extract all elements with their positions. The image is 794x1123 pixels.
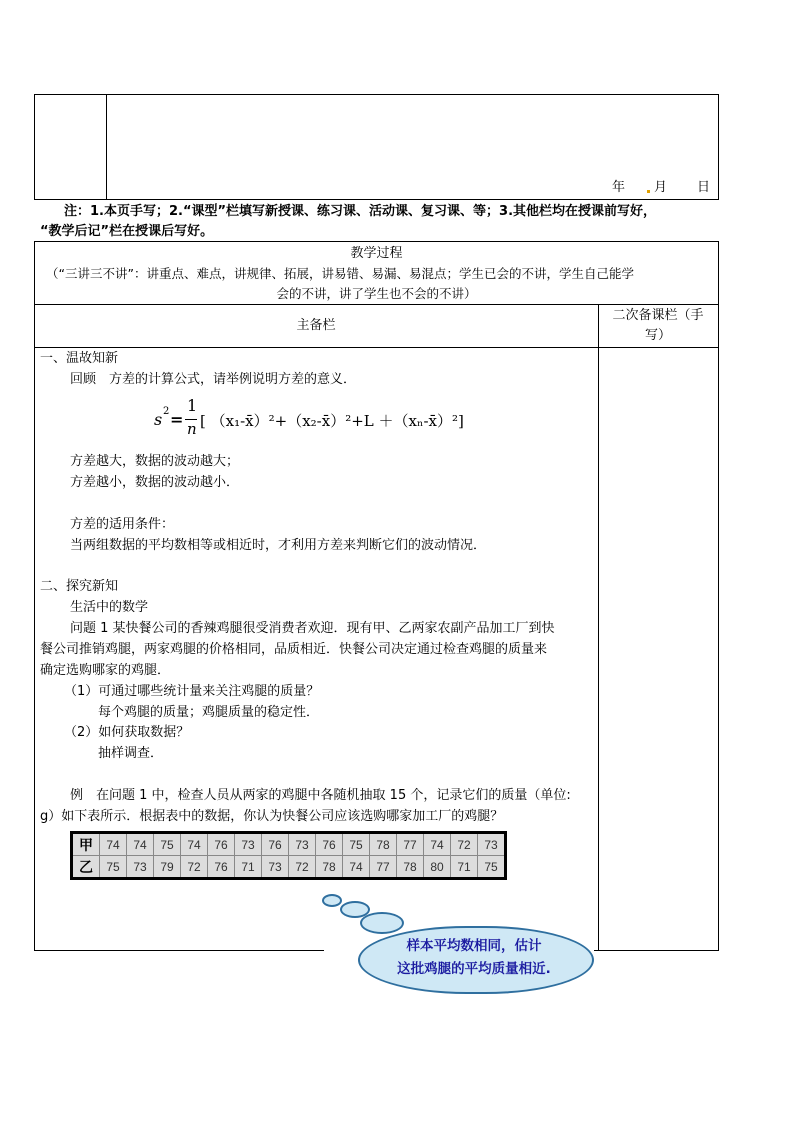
answer-1: 每个鸡腿的质量；鸡腿质量的稳定性． (98, 705, 320, 720)
table-cell: 74 (100, 833, 127, 856)
content-bottom-left (34, 950, 324, 951)
example-line-1: 例 在问题 1 中，检查人员从两家的鸡腿中各随机抽取 15 个，记录它们的质量（单位: (70, 788, 571, 803)
table-cell: 78 (370, 833, 397, 856)
table-cell: 74 (181, 833, 208, 856)
table-cell: 75 (478, 856, 506, 879)
bubble-text-line-2: 这批鸡腿的平均质量相近. (397, 961, 551, 977)
content-bottom-right (594, 950, 719, 951)
main-column-header: 主备栏 (296, 318, 336, 333)
problem-1-line-2: 餐公司推销鸡腿，两家鸡腿的价格相同，品质相近．快餐公司决定通过检查鸡腿的质量来 (40, 642, 548, 657)
review-text: 回顾 方差的计算公式，请举例说明方差的意义． (70, 372, 357, 387)
top-box-divider (106, 94, 107, 200)
date-dot (647, 190, 650, 193)
left-border (34, 305, 35, 951)
table-cell: 72 (451, 833, 478, 856)
table-cell: 73 (262, 856, 289, 879)
table-cell: 73 (289, 833, 316, 856)
section-2-title: 二、探究新知 (40, 579, 119, 594)
formula-s: s (154, 410, 163, 429)
formula-body: [ （x₁-x̄）²+（x₂-x̄）²+L ＋（xₙ-x̄）²] (200, 412, 464, 430)
condition-text: 当两组数据的平均数相等或相近时，才利用方差来判断它们的波动情况． (70, 538, 487, 553)
chicken-weight-table (70, 831, 507, 880)
thought-bubble-dot-1 (322, 894, 342, 907)
question-2: （2）如何获取数据？ (64, 725, 190, 740)
question-1: （1）可通过哪些统计量来关注鸡腿的质量？ (64, 684, 320, 699)
bubble-text-line-1: 样本平均数相同，估计 (406, 938, 542, 954)
column-divider (598, 305, 599, 951)
column-header-bottom (34, 347, 719, 348)
life-math-heading: 生活中的数学 (70, 600, 149, 615)
table-cell: 76 (316, 833, 343, 856)
process-rule-line-1: （“三讲三不讲”：讲重点、难点，讲规律、拓展，讲易错、易漏、易混点；学生已会的不讲，学生自己能学 (46, 266, 634, 281)
formula-numerator: 1 (187, 396, 198, 415)
secondary-column-header-2: 写） (644, 328, 671, 343)
table-row-yi (72, 856, 506, 879)
table-cell: 77 (370, 856, 397, 879)
table-cell: 75 (154, 833, 181, 856)
table-cell: 72 (289, 856, 316, 879)
problem-1-line-1: 问题 1 某快餐公司的香辣鸡腿很受消费者欢迎．现有甲、乙两家农副产品加工厂到快 (70, 621, 555, 636)
process-rule-line-2: 会的不讲，讲了学生也不会的不讲） (276, 286, 477, 301)
variance-large-text: 方差越大，数据的波动越大； (70, 454, 240, 469)
variance-small-text: 方差越小，数据的波动越小． (70, 475, 240, 490)
table-cell: 78 (316, 856, 343, 879)
problem-1-line-3: 确定选购哪家的鸡腿． (40, 663, 171, 678)
date-day-label: 日 (697, 180, 711, 195)
date-year-label: 年 (612, 180, 626, 195)
date-month-label: 月 (654, 180, 668, 195)
table-cell: 71 (451, 856, 478, 879)
table-cell: 77 (397, 833, 424, 856)
table-row-jia (72, 833, 506, 856)
formula-equals: = (170, 410, 184, 429)
table-cell: 73 (478, 833, 506, 856)
table-cell: 73 (235, 833, 262, 856)
table-cell: 76 (262, 833, 289, 856)
table-cell: 79 (154, 856, 181, 879)
thought-bubble-dot-3 (360, 912, 404, 934)
table-cell: 78 (397, 856, 424, 879)
table-cell: 73 (127, 856, 154, 879)
answer-2: 抽样调查． (98, 746, 164, 761)
section-1-title: 一、温故知新 (40, 351, 119, 366)
row-label: 乙 (72, 856, 100, 879)
secondary-column-header-1: 二次备课栏（手 (612, 308, 704, 323)
table-cell: 75 (100, 856, 127, 879)
formula-sup: 2 (163, 406, 170, 417)
table-cell: 80 (424, 856, 451, 879)
table-cell: 74 (127, 833, 154, 856)
table-cell: 76 (208, 833, 235, 856)
table-cell: 71 (235, 856, 262, 879)
note-line-2: “教学后记”栏在授课后写好。 (40, 224, 214, 239)
table-cell: 74 (424, 833, 451, 856)
table-cell: 72 (181, 856, 208, 879)
table-cell: 74 (343, 856, 370, 879)
condition-title: 方差的适用条件： (70, 517, 175, 532)
row-label: 甲 (72, 833, 100, 856)
table-cell: 76 (208, 856, 235, 879)
formula-denominator: n (187, 420, 197, 438)
table-cell: 75 (343, 833, 370, 856)
note-line-1: 注：1.本页手写；2.“课型”栏填写新授课、练习课、活动课、复习课、等；3.其他栏均在授课前写好， (64, 204, 657, 219)
right-border (718, 305, 719, 951)
example-line-2: g）如下表所示．根据表中的数据，你认为快餐公司应该选购哪家加工厂的鸡腿？ (40, 809, 504, 824)
variance-formula (154, 398, 494, 444)
process-title: 教学过程 (350, 246, 403, 261)
